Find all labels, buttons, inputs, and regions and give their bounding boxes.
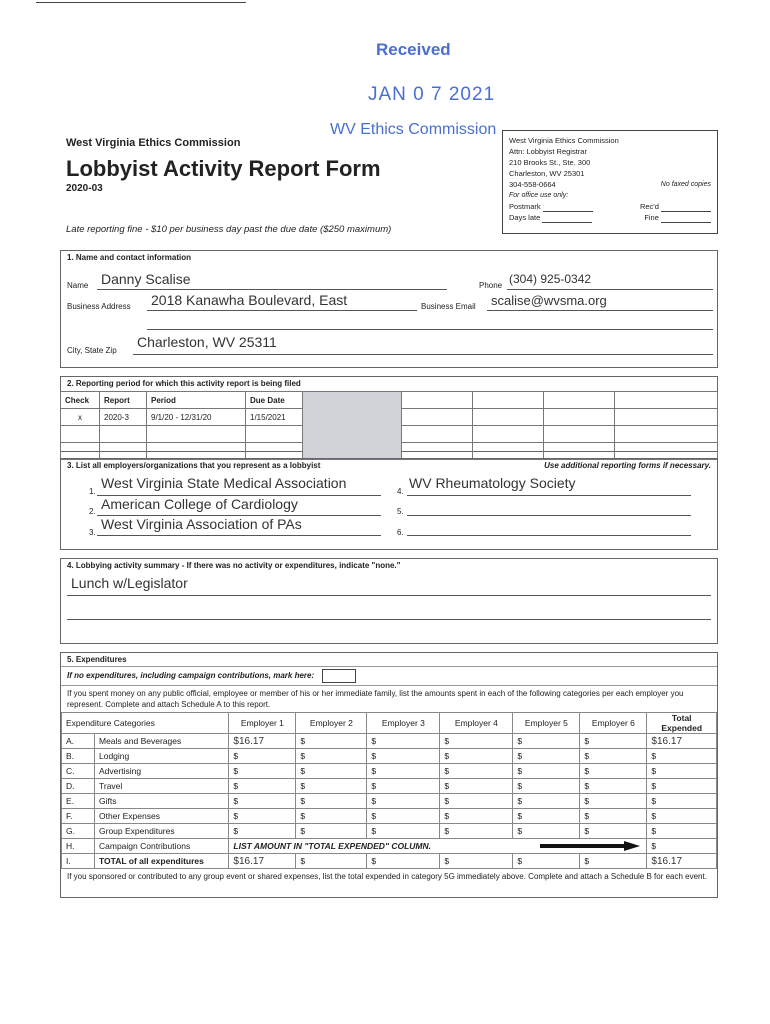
check-cell[interactable] [61,443,100,460]
employer-num-6: 6. [397,528,404,537]
fine-field[interactable] [661,214,711,223]
section3-heading [61,459,717,472]
blank-cell [402,409,473,426]
col-employer-3: Employer 3 [367,713,440,734]
amount-cell[interactable]: $ [513,749,580,764]
employer-num-3: 3. [89,528,96,537]
form-number: 2020-03 [66,183,103,194]
employer-1[interactable]: West Virginia State Medical Association [101,475,347,491]
table-header-row [61,392,718,409]
amount-cell[interactable]: $ [367,854,440,869]
section-reporting-period [60,376,718,452]
amount-cell[interactable]: $ [367,749,440,764]
check-cell[interactable] [61,426,100,443]
amount-cell[interactable]: $ [580,809,647,824]
category-cell: Gifts [95,794,229,809]
name-field[interactable]: Danny Scalise [101,271,191,287]
activity-summary-field[interactable]: Lunch w/Legislator [71,575,188,591]
blank-cell [402,426,473,443]
employer-3[interactable]: West Virginia Association of PAs [101,516,302,532]
section5-heading: 5. Expenditures [61,653,717,667]
fine-label: Fine [644,213,659,222]
total-cell[interactable]: $ [647,824,717,839]
col-employer-2: Employer 2 [296,713,367,734]
summary-underline-1 [67,595,711,596]
reporting-period-table [60,391,718,460]
amount-cell[interactable]: $ [440,794,513,809]
amount-cell[interactable]: $ [296,764,367,779]
category-cell: TOTAL of all expenditures [95,854,229,869]
blank-cell [473,392,544,409]
blank-cell [100,426,147,443]
amount-cell[interactable]: $ [296,854,367,869]
total-cell[interactable]: $16.17 [647,854,717,869]
address-line-2-underline [147,329,713,330]
amount-cell[interactable]: $ [440,764,513,779]
blank-cell [615,443,718,460]
city-label: City, State Zip [67,346,117,355]
office-phone: 304-558-0664 [509,180,556,189]
blank-cell [100,443,147,460]
table-header-row [62,713,717,734]
received-stamp: Received [376,40,451,59]
employer-6-underline [407,535,691,536]
amount-cell[interactable]: $ [513,734,580,749]
amount-cell[interactable]: $16.17 [229,854,296,869]
no-expenditures-row [61,667,717,686]
amount-cell[interactable]: $ [440,809,513,824]
amount-cell[interactable]: $ [513,764,580,779]
employer-num-5: 5. [397,507,404,516]
blank-cell [147,443,246,460]
amount-cell[interactable]: $ [440,854,513,869]
received-date-stamp: JAN 0 7 2021 [368,84,496,105]
section-contact-info [60,250,718,368]
col-employer-6: Employer 6 [580,713,647,734]
amount-cell[interactable]: $ [229,809,296,824]
amount-cell[interactable]: $16.17 [229,734,296,749]
email-field[interactable]: scalise@wvsma.org [491,293,607,308]
category-cell: Advertising [95,764,229,779]
amount-cell[interactable]: $ [580,854,647,869]
additional-forms-note: Use additional reporting forms if necessary. [544,461,711,470]
code-cell: D. [62,779,95,794]
amount-cell[interactable]: $ [440,734,513,749]
form-title: Lobbyist Activity Report Form [66,156,381,181]
col-categories: Expenditure Categories [62,713,229,734]
office-address-box [502,130,718,234]
code-cell: I. [62,854,95,869]
blank-cell [544,426,615,443]
section4-heading: 4. Lobbying activity summary - If there was no activity or expenditures, indicate "none." [67,561,401,570]
blank-cell [615,409,718,426]
section-expenditures [60,652,718,898]
amount-cell[interactable]: $ [296,779,367,794]
expenditure-instructions: If you spent money on any public official, employee or member of his or her immediate family, list the amounts spent in each of the following categories per each employer you represent. Complete and attach Schedule A to this report. [67,689,684,709]
employer-5-underline [407,515,691,516]
amount-cell[interactable]: $ [580,749,647,764]
summary-underline-2 [67,619,711,620]
no-expenditures-label: If no expenditures, including campaign contributions, mark here: [67,671,315,681]
name-underline [97,289,447,290]
amount-cell[interactable]: $ [367,794,440,809]
amount-cell[interactable]: $ [513,824,580,839]
category-cell: Travel [95,779,229,794]
blank-cell [402,392,473,409]
amount-cell[interactable]: $ [229,824,296,839]
no-fax-note: No faxed copies [660,181,711,188]
blank-cell [615,392,718,409]
category-cell: Lodging [95,749,229,764]
agency-name: West Virginia Ethics Commission [66,137,241,149]
check-cell[interactable]: x [61,409,100,426]
agency-stamp: WV Ethics Commission [330,121,497,138]
city-underline [133,354,713,355]
table-row [62,824,717,839]
amount-cell[interactable]: $ [580,734,647,749]
blank-cell [544,443,615,460]
section-activity-summary [60,558,718,644]
col-report: Report [100,392,147,409]
employer-4[interactable]: WV Rheumatology Society [409,475,576,491]
campaign-note: LIST AMOUNT IN "TOTAL EXPENDED" COLUMN. [233,841,432,851]
amount-cell[interactable]: $ [513,779,580,794]
amount-cell[interactable]: $ [367,809,440,824]
category-cell: Other Expenses [95,809,229,824]
address-underline [147,310,417,311]
phone-underline [507,289,713,290]
amount-cell[interactable]: $ [513,794,580,809]
table-row [62,764,717,779]
code-cell: G. [62,824,95,839]
table-row [62,779,717,794]
office-use-label: For office use only: [509,192,569,199]
office-line-3: 210 Brooks St., Ste. 300 [509,158,591,167]
code-cell: C. [62,764,95,779]
phone-field[interactable]: (304) 925-0342 [509,272,592,286]
amount-cell[interactable]: $ [367,824,440,839]
table-row [62,809,717,824]
blank-cell [544,409,615,426]
total-cell[interactable]: $ [647,794,717,809]
amount-cell[interactable]: $ [367,779,440,794]
col-employer-5: Employer 5 [513,713,580,734]
amount-cell[interactable]: $ [440,824,513,839]
late-fine-note: Late reporting fine - $10 per business day past the due date ($250 maximum) [66,224,392,235]
period-cell: 9/1/20 - 12/31/20 [147,409,246,426]
amount-cell[interactable]: $ [580,779,647,794]
section3-title: 3. List all employers/organizations that you represent as a lobbyist [67,461,321,470]
amount-cell[interactable]: $ [580,824,647,839]
code-cell: B. [62,749,95,764]
category-cell: Meals and Beverages [95,734,229,749]
amount-cell[interactable]: $ [513,809,580,824]
total-cell[interactable]: $ [647,839,717,854]
group-event-note: If you sponsored or contributed to any group event or shared expenses, list the total expended in category 5G immediately above. Complete and attach a Schedule B for each event. [67,872,707,881]
office-line-2: Attn: Lobbyist Registrar [509,147,587,156]
table-row [62,749,717,764]
table-row-campaign [62,839,717,854]
amount-cell[interactable]: $ [296,809,367,824]
email-label: Business Email [421,302,476,311]
amount-cell[interactable]: $ [440,749,513,764]
col-total: Total Expended [647,713,717,734]
category-cell: Campaign Contributions [95,839,229,854]
employer-3-underline [97,535,381,536]
col-check: Check [61,392,100,409]
code-cell: E. [62,794,95,809]
total-cell[interactable]: $ [647,749,717,764]
office-line-1: West Virginia Ethics Commission [509,136,619,145]
address-field[interactable]: 2018 Kanawha Boulevard, East [151,292,348,308]
amount-cell[interactable]: $ [296,824,367,839]
section1-heading: 1. Name and contact information [67,253,192,262]
blank-cell [147,426,246,443]
col-employer-1: Employer 1 [229,713,296,734]
col-employer-4: Employer 4 [440,713,513,734]
name-label: Name [67,281,89,290]
total-cell[interactable]: $16.17 [647,734,717,749]
amount-cell[interactable]: $ [580,794,647,809]
total-cell[interactable]: $ [647,779,717,794]
no-expenditures-checkbox[interactable] [322,669,356,683]
amount-cell[interactable]: $ [296,794,367,809]
arrow-right-icon [540,841,640,851]
blank-cell [544,392,615,409]
code-cell: F. [62,809,95,824]
postmark-label: Postmark [509,202,541,211]
amount-cell[interactable]: $ [229,794,296,809]
amount-cell[interactable]: $ [513,854,580,869]
email-underline [487,310,713,311]
address-label: Business Address [67,302,131,311]
employer-num-4: 4. [397,487,404,496]
table-row [62,794,717,809]
amount-cell[interactable]: $ [440,779,513,794]
blank-cell [615,426,718,443]
blank-cell [473,409,544,426]
amount-cell[interactable]: $ [296,749,367,764]
blank-cell [473,426,544,443]
col-due-date: Due Date [246,392,303,409]
top-rule [36,2,246,3]
amount-cell[interactable]: $ [580,764,647,779]
total-cell[interactable]: $ [647,809,717,824]
table-row-total [62,854,717,869]
amount-cell[interactable]: $ [296,734,367,749]
amount-cell[interactable]: $ [367,734,440,749]
section2-heading: 2. Reporting period for which this activity report is being filed [67,379,301,388]
blank-cell [246,443,303,460]
employer-num-2: 2. [89,507,96,516]
amount-cell[interactable]: $ [367,764,440,779]
amount-cell[interactable]: $ [229,764,296,779]
due-date-cell: 1/15/2021 [246,409,303,426]
blank-cell [473,443,544,460]
employer-num-1: 1. [89,487,96,496]
recd-field[interactable] [661,203,711,212]
campaign-note-cell [229,839,647,854]
postmark-field[interactable] [543,203,593,212]
days-late-label: Days late [509,213,541,222]
office-line-4: Charleston, WV 25301 [509,169,585,178]
code-cell: H. [62,839,95,854]
blank-cell [246,426,303,443]
amount-cell[interactable]: $ [229,749,296,764]
total-cell[interactable]: $ [647,764,717,779]
employer-4-underline [407,495,691,496]
blank-cell [402,443,473,460]
city-field[interactable]: Charleston, WV 25311 [137,334,277,350]
col-period: Period [147,392,246,409]
days-late-field[interactable] [542,214,592,223]
table-row [62,734,717,749]
amount-cell[interactable]: $ [229,779,296,794]
code-cell: A. [62,734,95,749]
redacted-block [303,392,402,460]
expenditures-table [61,712,717,869]
category-cell: Group Expenditures [95,824,229,839]
section-employers [60,458,718,550]
phone-label: Phone [479,281,503,290]
report-cell: 2020-3 [100,409,147,426]
employer-2[interactable]: American College of Cardiology [101,496,298,512]
recd-label: Rec'd [639,202,659,211]
